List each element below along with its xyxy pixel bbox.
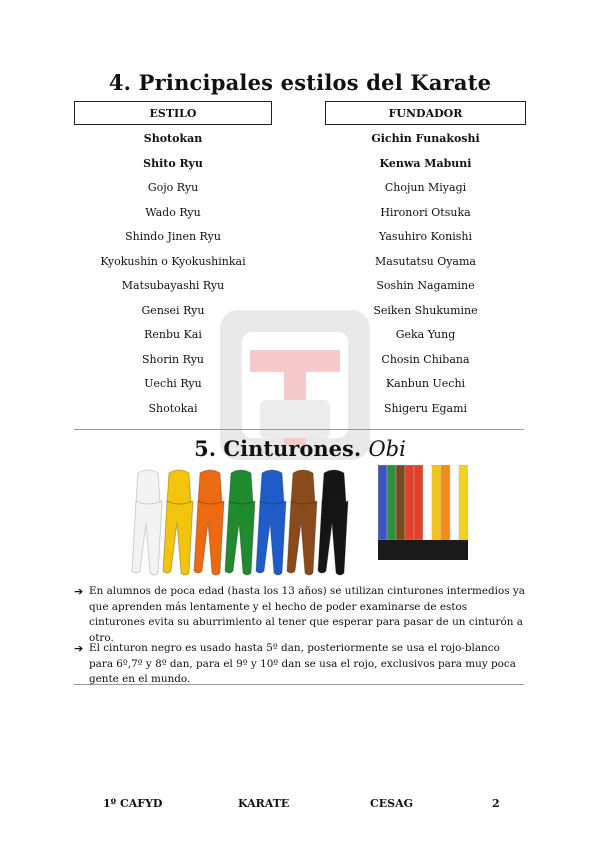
belt-stripe: [441, 465, 450, 540]
bullet-list-1: [74, 584, 526, 646]
belt: [225, 470, 255, 575]
divider: [74, 429, 524, 430]
arrow-icon: ➔: [74, 585, 84, 598]
founder-cell: Shigeru Egami: [383, 401, 468, 415]
style-cell: Renbu Kai: [144, 328, 202, 341]
arrow-icon: ➔: [74, 642, 84, 655]
section-5-title: [0, 436, 600, 461]
founder-cell: Gichin Funakoshi: [371, 132, 480, 145]
belt: [194, 470, 224, 575]
belt-stripe: [459, 465, 468, 540]
style-cell: Shotokai: [148, 401, 198, 415]
founder-list: [325, 127, 526, 421]
founder-cell: Soshin Nagamine: [376, 279, 475, 292]
style-list: [74, 127, 272, 421]
founder-cell: Kenwa Mabuni: [379, 156, 472, 170]
section-5-title-italic: Obi: [368, 437, 406, 461]
belt-stripe: [414, 465, 423, 540]
footer-page-number: 2: [492, 797, 500, 810]
style-cell: Matsubayashi Ryu: [121, 279, 225, 292]
belt-stripe: [450, 465, 459, 540]
style-cell: Kyokushin o Kyokushinkai: [100, 254, 246, 268]
belt: [256, 470, 286, 575]
section-4-title: 4. Principales estilos del Karate: [108, 70, 492, 95]
belt-stripe: [405, 465, 414, 540]
style-cell: Wado Ryu: [145, 205, 201, 219]
belt-stripe: [387, 465, 396, 540]
style-cell: Shotokan: [143, 132, 203, 145]
founder-cell: Hironori Otsuka: [380, 205, 471, 219]
style-cell: Gensei Ryu: [141, 303, 205, 317]
founder-cell: Yasuhiro Konishi: [378, 230, 473, 243]
bullet-item: [74, 641, 526, 688]
divider: [74, 684, 524, 685]
style-cell: Shindo Jinen Ryu: [125, 230, 221, 243]
belts-image: [130, 465, 352, 578]
bullet-item: [74, 584, 526, 646]
bullet-list-2: [74, 641, 526, 688]
belt: [163, 470, 193, 575]
belt: [132, 470, 162, 575]
style-column-header: ESTILO: [74, 101, 272, 125]
bullet-text: En alumnos de poca edad (hasta los 13 años) se utilizan cinturones intermedios ya que aprenden más lentamente y el hecho de poder examinarse de estos cinturones evita su aburrimiento al tener que esperar para pasar de un cinturón a otro.: [89, 585, 525, 644]
founder-column-header: FUNDADOR: [325, 101, 526, 125]
founder-cell: Chosin Chibana: [381, 352, 470, 366]
belt-stripe: [378, 465, 387, 540]
belt: [287, 470, 317, 575]
style-cell: Shito Ryu: [143, 156, 203, 170]
style-cell: Shorin Ryu: [142, 352, 204, 366]
founder-cell: Seiken Shukumine: [373, 303, 478, 317]
founder-cell: Chojun Miyagi: [384, 181, 467, 194]
founder-cell: Masutatsu Oyama: [375, 254, 476, 268]
belt-stripe: [396, 465, 405, 540]
style-cell: Gojo Ryu: [147, 181, 199, 194]
footer-subject: KARATE: [238, 797, 290, 810]
style-cell: Uechi Ryu: [144, 377, 202, 390]
founder-cell: Geka Yung: [395, 328, 456, 341]
belt-stripe: [423, 465, 432, 540]
section-5-title-text: 5. Cinturones.: [194, 436, 362, 461]
belt: [318, 470, 348, 575]
belt-display-image: [378, 465, 468, 578]
belt-stripe: [432, 465, 441, 540]
bullet-text: El cinturon negro es usado hasta 5º dan, posteriormente se usa el rojo-blanco para 6º,7º y 8º dan, para el 9º y 10º dan se usa el rojo, exclusivos para muy poca gente en el mundo.: [89, 642, 516, 686]
footer-school: CESAG: [370, 797, 414, 810]
footer-course: 1º CAFYD: [103, 797, 163, 810]
founder-cell: Kanbun Uechi: [385, 377, 466, 390]
